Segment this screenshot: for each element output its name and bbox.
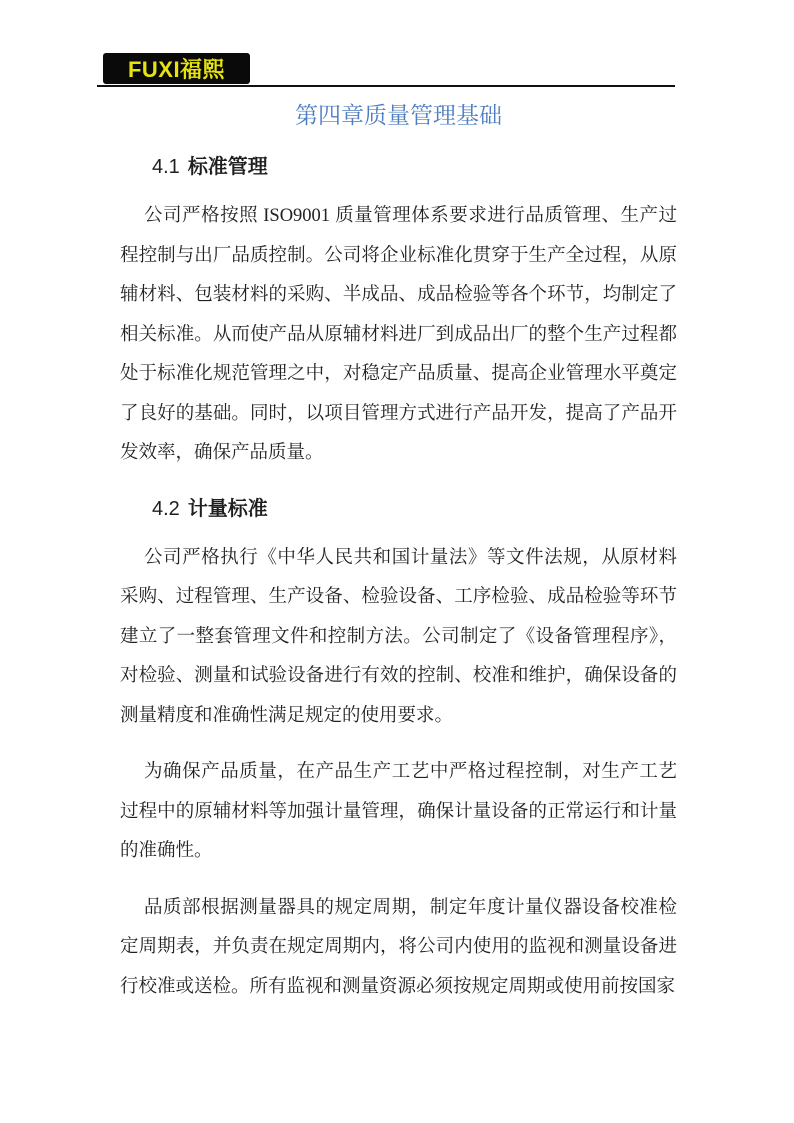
paragraph: 公司严格执行《中华人民共和国计量法》等文件法规，从原材料采购、过程管理、生产设备、检验设备、工序检验、成品检验等环节建立了一整套管理文件和控制方法。公司制定了《设备管理程序》，对检验、测量和试验设备进行有效的控制、校准和维护，确保设备的测量精度和准确性满足规定的使用要求。 xyxy=(120,547,677,726)
section-label: 计量标准 xyxy=(187,497,268,520)
section-heading-4-2 xyxy=(152,496,677,522)
company-logo-text: FUXI福熙 xyxy=(127,57,226,82)
section-heading-4-1 xyxy=(152,154,677,180)
paragraph: 品质部根据测量器具的规定周期，制定年度计量仪器设备校准检定周期表，并负责在规定周期内，将公司内使用的监视和测量设备进行校准或送检。所有监视和测量资源必须按规定周期或使用前按国家 xyxy=(120,897,677,997)
chapter-title: 第四章质量管理基础 xyxy=(295,103,502,128)
header-divider xyxy=(97,85,675,87)
section-number: 4.1 xyxy=(152,156,180,178)
section-number: 4.2 xyxy=(152,497,180,520)
paragraph: 公司严格按照 ISO9001 质量管理体系要求进行品质管理、生产过程控制与出厂品质控制。公司将企业标准化贯穿于生产全过程，从原辅材料、包装材料的采购、半成品、成品检验等各个环节，均制定了相关标准。从而使产品从原辅材料进厂到成品出厂的整个生产过程都处于标准化规范管理之中，对稳定产品质量、提高企业管理水平奠定了良好的基础。同时，以项目管理方式进行产品开发，提高了产品开发效率，确保产品质量。 xyxy=(120,206,677,463)
paragraph: 为确保产品质量，在产品生产工艺中严格过程控制，对生产工艺过程中的原辅材料等加强计量管理，确保计量设备的正常运行和计量的准确性。 xyxy=(120,762,677,861)
document-body xyxy=(120,100,677,1007)
section-label: 标准管理 xyxy=(187,156,268,178)
company-logo xyxy=(103,53,250,84)
